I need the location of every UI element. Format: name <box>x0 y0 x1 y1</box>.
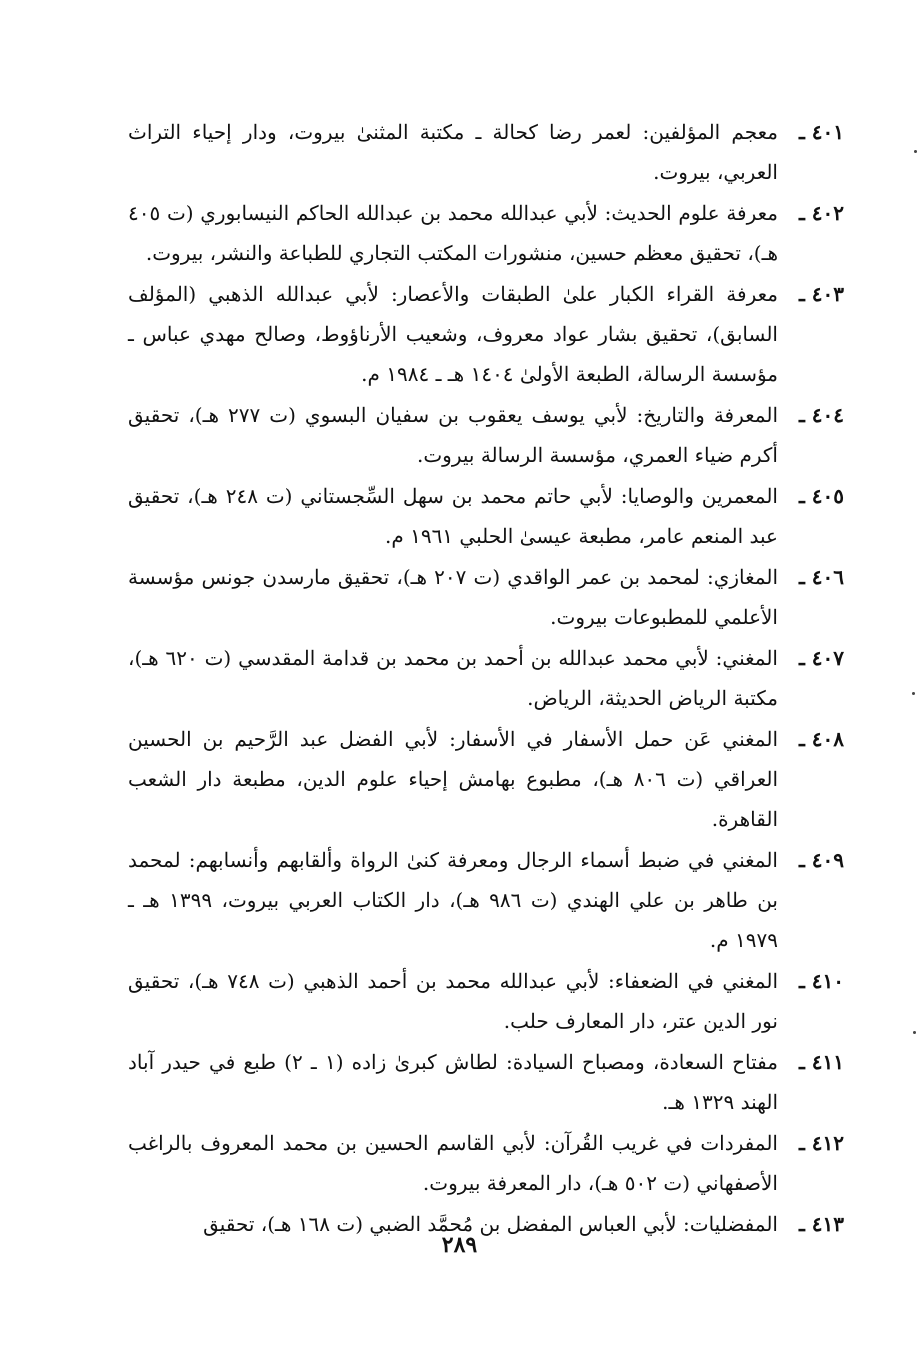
scan-speck <box>913 1031 916 1034</box>
bibliography-entry-404 <box>128 395 844 475</box>
bibliography-entry-407 <box>128 638 844 718</box>
entry-number: ٤٠٤ ـ <box>798 403 844 427</box>
entry-number: ٤٠٩ ـ <box>798 848 844 872</box>
entry-number: ٤٠٦ ـ <box>798 565 844 589</box>
scan-speck <box>914 150 917 153</box>
page-number: ٢٨٩ <box>441 1232 478 1258</box>
bibliography-entry-402 <box>128 193 844 273</box>
bibliography-entry-406 <box>128 557 844 637</box>
entry-text: المغني: لأبي محمد عبدالله بن أحمد بن محمد بن قدامة المقدسي (ت ٦٢٠ هـ)، مكتبة الرياض الحديثة، الرياض. <box>128 646 778 710</box>
entry-text: المغني في ضبط أسماء الرجال ومعرفة كنىٰ الرواة وألقابهم وأنسابهم: لمحمد بن طاهر بن علي الهندي (ت ٩٨٦ هـ)، دار الكتاب العربي بيروت، ١٣٩٩ هـ ـ ١٩٧٩ م. <box>128 848 779 952</box>
bibliography-entry-403 <box>128 274 844 394</box>
bibliography-entry-410 <box>128 961 844 1041</box>
entry-number: ٤٠٣ ـ <box>798 282 844 306</box>
entry-text: المفضليات: لأبي العباس المفضل بن مُحمَّد الضبي (ت ١٦٨ هـ)، تحقيق <box>203 1212 778 1236</box>
entry-text: المغني في الضعفاء: لأبي عبدالله محمد بن أحمد الذهبي (ت ٧٤٨ هـ)، تحقيق نور الدين عتر، دار المعارف حلب. <box>128 969 779 1033</box>
bibliography-entry-408 <box>128 719 844 839</box>
entry-number: ٤٠٢ ـ <box>798 201 844 225</box>
entry-text: المعرفة والتاريخ: لأبي يوسف يعقوب بن سفيان البسوي (ت ٢٧٧ هـ)، تحقيق أكرم ضياء العمري، مؤسسة الرسالة بيروت. <box>128 403 779 467</box>
entry-number: ٤٠٨ ـ <box>798 727 844 751</box>
entry-text: معرفة علوم الحديث: لأبي عبدالله محمد بن عبدالله الحاكم النيسابوري (ت ٤٠٥ هـ)، تحقيق معظم حسين، منشورات المكتب التجاري للطباعة والنشر، بيروت. <box>128 201 778 265</box>
entry-text: المغازي: لمحمد بن عمر الواقدي (ت ٢٠٧ هـ)، تحقيق مارسدن جونس مؤسسة الأعلمي للمطبوعات بيروت. <box>128 565 779 629</box>
entry-number: ٤٠٥ ـ <box>798 484 844 508</box>
entry-text: المغني عَن حمل الأسفار في الأسفار: لأبي الفضل عبد الرَّحيم بن الحسين العراقي (ت ٨٠٦ هـ)، مطبوع بهامش إحياء علوم الدين، مطبعة دار الشعب القاهرة. <box>128 727 778 831</box>
entry-text: المعمرين والوصايا: لأبي حاتم محمد بن سهل السِّجستاني (ت ٢٤٨ هـ)، تحقيق عبد المنعم عامر، مطبعة عيسىٰ الحلبي ١٩٦١ م. <box>128 484 778 548</box>
entry-text: معجم المؤلفين: لعمر رضا كحالة ـ مكتبة المثنىٰ بيروت، ودار إحياء التراث العربي، بيروت. <box>128 120 778 184</box>
entry-number: ٤١١ ـ <box>798 1050 844 1074</box>
entry-number: ٤١٠ ـ <box>798 969 844 993</box>
bibliography-entry-405 <box>128 476 844 556</box>
bibliography-entry-412 <box>128 1123 844 1203</box>
bibliography-entry-401 <box>128 112 844 192</box>
bibliography-entry-409 <box>128 840 844 960</box>
bibliography-list <box>128 112 844 1245</box>
scan-speck <box>912 692 915 695</box>
entry-number: ٤١٢ ـ <box>798 1131 844 1155</box>
entry-text: المفردات في غريب القُرآن: لأبي القاسم الحسين بن محمد المعروف بالراغب الأصفهاني (ت ٥٠٢ هـ)، دار المعرفة بيروت. <box>128 1131 778 1195</box>
entry-number: ٤٠٧ ـ <box>798 646 844 670</box>
entry-number: ٤١٣ ـ <box>798 1212 844 1236</box>
bibliography-entry-411 <box>128 1042 844 1122</box>
entry-text: مفتاح السعادة، ومصباح السيادة: لطاش كبرىٰ زاده (١ ـ ٢) طبع في حيدر آباد الهند ١٣٢٩ هـ. <box>128 1050 778 1114</box>
entry-number: ٤٠١ ـ <box>798 120 844 144</box>
entry-text: معرفة القراء الكبار علىٰ الطبقات والأعصار: لأبي عبدالله الذهبي (المؤلف السابق)، تحقيق بشار عواد معروف، وشعيب الأرناؤوط، وصالح مهدي عباس ـ مؤسسة الرسالة، الطبعة الأولىٰ ١٤٠٤ هـ ـ ١٩٨٤ م. <box>128 282 778 386</box>
